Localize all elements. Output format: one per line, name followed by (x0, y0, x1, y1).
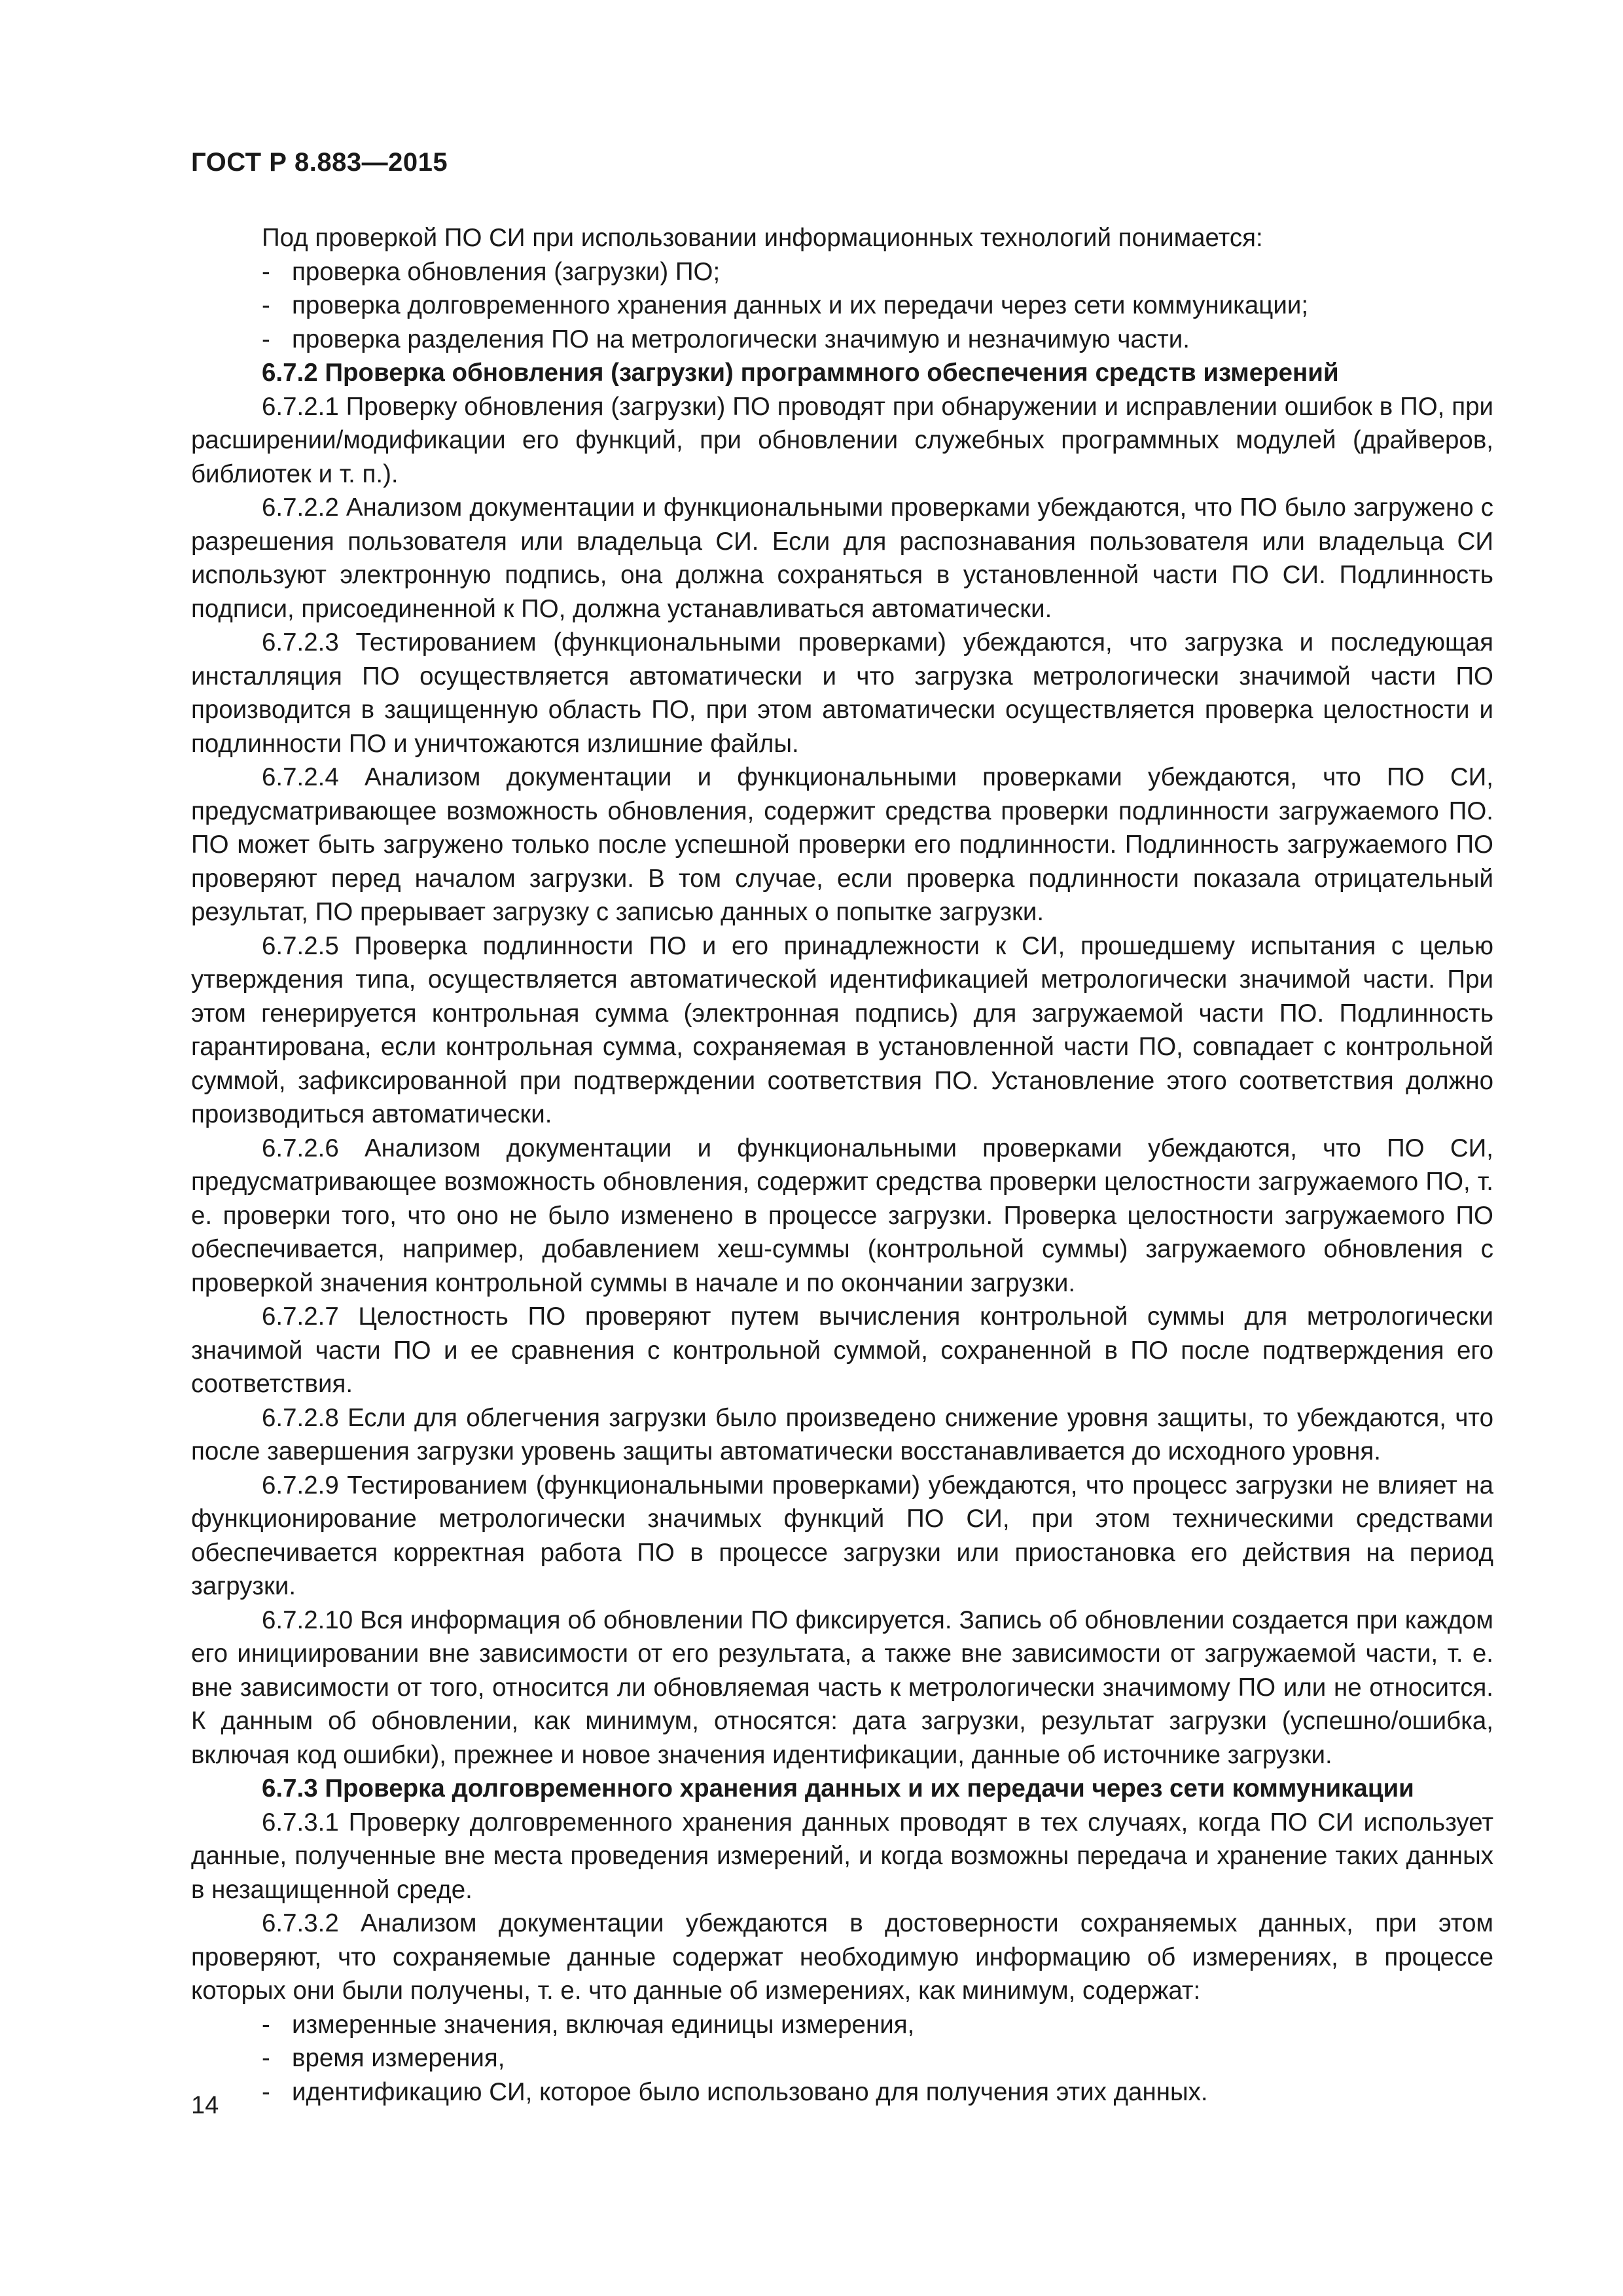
section-heading: 6.7.2 Проверка обновления (загрузки) программного обеспечения средств измерений (262, 359, 1339, 387)
list-item (191, 255, 1493, 289)
list-item (191, 2041, 1493, 2075)
list-dash: - (262, 325, 270, 353)
list-dash: - (262, 257, 270, 286)
list-dash: - (262, 2044, 270, 2072)
list-item (191, 2075, 1493, 2109)
section-heading: 6.7.3 Проверка долговременного хранения данных и их передачи через сети коммуникации (262, 1774, 1414, 1803)
page-number: 14 (191, 2092, 219, 2119)
list-item-text: идентификацию СИ, которое было использовано для получения этих данных. (292, 2077, 1208, 2106)
list-item-text: проверка разделения ПО на метрологически значимую и незначимую части. (292, 325, 1190, 353)
paragraph: 6.7.2.9 Тестированием (функциональными проверками) убеждаются, что процесс загрузки не влияет на функционирование метрологически значимых функций ПО СИ, при этом техническими средствами обеспечивается корректная работа ПО в процессе загрузки или приостановка его действия на период загрузки. (191, 1471, 1493, 1600)
paragraph: 6.7.3.1 Проверку долговременного хранения данных проводят в тех случаях, когда ПО СИ использует данные, полученные вне места проведения измерений, и когда возможны передача и хранение таких данных в незащищенной среде. (191, 1808, 1493, 1904)
paragraph: 6.7.2.3 Тестированием (функциональными проверками) убеждаются, что загрузка и последующая инсталляция ПО осуществляется автоматически и что загрузка метрологически значимой части ПО производится в защищенную область ПО, при этом автоматически осуществляется проверка целостности и подлинности ПО и уничтожаются излишние файлы. (191, 628, 1493, 758)
paragraph: 6.7.2.1 Проверку обновления (загрузки) ПО проводят при обнаружении и исправлении ошибок в ПО, при расширении/модификации его функций, при обновлении служебных программных модулей (драйверов, библиотек и т. п.). (191, 392, 1493, 488)
paragraph: 6.7.3.2 Анализом документации убеждаются в достоверности сохраняемых данных, при этом проверяют, что сохраняемые данные содержат необходимую информацию об измерениях, в процессе которых они были получены, т. е. что данные об измерениях, как минимум, содержат: (191, 1909, 1493, 2005)
paragraph: 6.7.2.7 Целостность ПО проверяют путем вычисления контрольной суммы для метрологически значимой части ПО и ее сравнения с контрольной суммой, сохраненной в ПО после подтверждения его соответствия. (191, 1302, 1493, 1398)
paragraph: 6.7.2.10 Вся информация об обновлении ПО фиксируется. Запись об обновлении создается при каждом его инициировании вне зависимости от его результата, а также вне зависимости от загружаемой части, т. е. вне зависимости от того, относится ли обновляемая часть к метрологически значимому ПО или не относится. К данным об обновлении, как минимум, относятся: дата загрузки, результат загрузки (успешно/ошибка, включая код ошибки), прежнее и новое значения идентификации, данные об источнике загрузки. (191, 1605, 1493, 1769)
list-item-text: измеренные значения, включая единицы измерения, (292, 2010, 915, 2039)
list-item-text: проверка обновления (загрузки) ПО; (292, 257, 721, 286)
list-item (191, 289, 1493, 323)
list-dash: - (262, 291, 270, 319)
paragraph: 6.7.2.8 Если для облегчения загрузки было произведено снижение уровня защиты, то убеждаются, что после завершения загрузки уровень защиты автоматически восстанавливается до исходного уровня. (191, 1403, 1493, 1465)
document-body (191, 221, 1493, 2109)
list-item (191, 323, 1493, 357)
paragraph: 6.7.2.2 Анализом документации и функциональными проверками убеждаются, что ПО было загружено с разрешения пользователя или владельца СИ. Если для распознавания пользователя или владельца СИ используют электронную подпись, она должна сохраняться в установленной части ПО СИ. Подлинность подписи, присоединенной к ПО, должна устанавливаться автоматически. (191, 493, 1493, 623)
paragraph: 6.7.2.5 Проверка подлинности ПО и его принадлежности к СИ, прошедшему испытания с целью утверждения типа, осуществляется автоматической идентификацией метрологически значимой части. При этом генерируется контрольная сумма (электронная подпись) для загружаемой части ПО. Подлинность гарантирована, если контрольная сумма, сохраняемая в установленной части ПО, совпадает с контрольной суммой, зафиксированной при подтверждении соответствия ПО. Установление этого соответствия должно производиться автоматически. (191, 931, 1493, 1128)
paragraph: Под проверкой ПО СИ при использовании информационных технологий понимается: (262, 224, 1263, 252)
list-dash: - (262, 2077, 270, 2106)
document-code-header: ГОСТ Р 8.883—2015 (191, 148, 448, 177)
list-item-text: проверка долговременного хранения данных и их передачи через сети коммуникации; (292, 291, 1309, 319)
paragraph: 6.7.2.4 Анализом документации и функциональными проверками убеждаются, что ПО СИ, предусматривающее возможность обновления, содержит средства проверки подлинности загружаемого ПО. ПО может быть загружено только после успешной проверки его подлинности. Подлинность загружаемого ПО проверяют перед началом загрузки. В том случае, если проверка подлинности показала отрицательный результат, ПО прерывает загрузку с записью данных о попытке загрузки. (191, 763, 1493, 926)
list-item (191, 2008, 1493, 2042)
list-dash: - (262, 2010, 270, 2039)
paragraph: 6.7.2.6 Анализом документации и функциональными проверками убеждаются, что ПО СИ, предусматривающее возможность обновления, содержит средства проверки целостности загружаемого ПО, т. е. проверки того, что оно не было изменено в процессе загрузки. Проверка целостности загружаемого ПО обеспечивается, например, добавлением хеш-суммы (контрольной суммы) загружаемого обновления с проверкой значения контрольной суммы в начале и по окончании загрузки. (191, 1134, 1493, 1297)
list-item-text: время измерения, (292, 2044, 505, 2072)
